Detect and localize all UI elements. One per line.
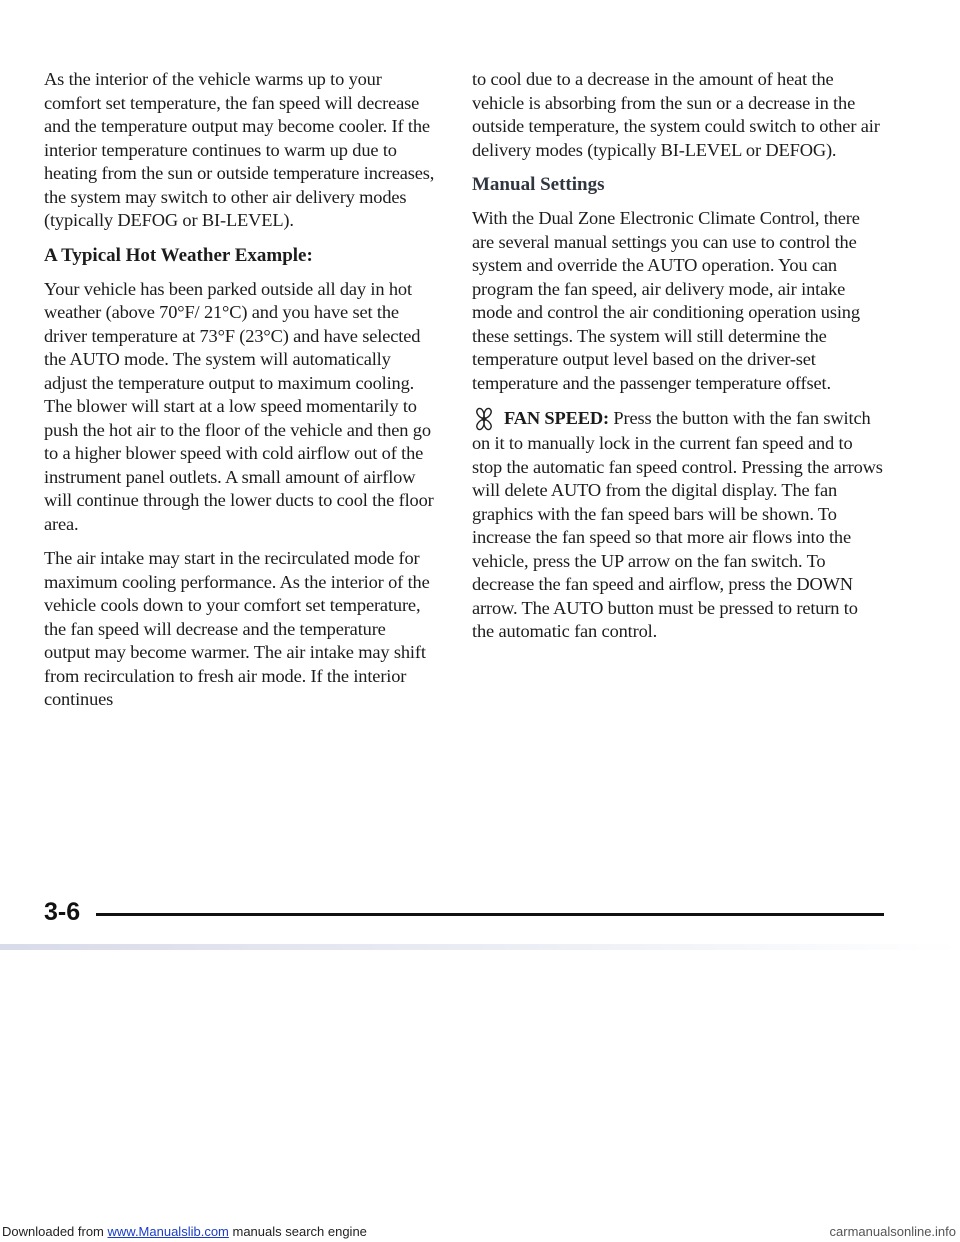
watermark-suffix: manuals search engine <box>228 1224 367 1239</box>
fan-icon <box>472 406 496 432</box>
left-paragraph-2: Your vehicle has been parked outside all day in hot weather (above 70°F/ 21°C) and you have set the driver temperature at 73°F (23°C) and have selected the AUTO mode. The system will automatically adjust the temperature output to maximum cooling. The blower will start at a low speed momentarily to push the hot air to the floor of the vehicle and then go to a higher blower speed with cold airflow out of the instrument panel outlets. A small amount of airflow will continue through the lower ducts to cool the floor area. <box>44 278 434 534</box>
left-paragraph-3: The air intake may start in the recirculated mode for maximum cooling performance. As the interior of the vehicle cools down to your comfort set temperature, the fan speed will decrease and the temperature output may become warmer. The air intake may shift from recirculation to fresh air mode. If the interior continues <box>44 548 430 709</box>
fan-speed-paragraph <box>472 406 884 644</box>
right-paragraph-1: to cool due to a decrease in the amount of heat the vehicle is absorbing from the sun or a decrease in the outside temperature, the system could switch to other air delivery modes (typically BI-LEVEL or DEFOG). <box>472 69 880 160</box>
scan-shadow-band <box>0 944 960 950</box>
footer-rule <box>96 913 884 916</box>
watermark-site-text: carmanualsonline.info <box>829 1224 956 1239</box>
left-paragraph-1: As the interior of the vehicle warms up to your comfort set temperature, the fan speed will decrease and the temperature output may become cooler. If the interior temperature continues to warm up due to heating from the sun or outside temperature increases, the system may switch to other air delivery modes (typically DEFOG or BI-LEVEL). <box>44 69 435 230</box>
watermark-prefix: Downloaded from <box>2 1224 108 1239</box>
page-footer <box>44 897 884 937</box>
fan-speed-label: FAN SPEED: <box>504 408 609 428</box>
page-number: 3-6 <box>44 898 81 926</box>
right-paragraph-2: With the Dual Zone Electronic Climate Control, there are several manual settings you can use to control the system and override the AUTO operation. You can program the fan speed, air delivery mode, air intake mode and control the air conditioning operation using these settings. The system will still determine the temperature output level based on the driver-set temperature and the passenger temperature offset. <box>472 208 860 393</box>
manualslib-link[interactable]: www.Manualslib.com <box>107 1224 229 1239</box>
watermark-download-text <box>2 1222 367 1242</box>
right-column <box>472 68 884 655</box>
fan-speed-text: Press the button with the fan switch on it to manually lock in the current fan speed and to stop the automatic fan speed control. Pressing the arrows will delete AUTO from the digital display. The fan graphics with the fan speed bars will be shown. To increase the fan speed so that more air flows into the vehicle, press the UP arrow on the fan switch. To decrease the fan speed and airflow, press the DOWN arrow. The AUTO button must be pressed to return to the automatic fan control. <box>472 408 883 641</box>
left-column <box>44 68 436 723</box>
watermark-bar <box>0 1222 960 1242</box>
hot-weather-heading: A Typical Hot Weather Example: <box>44 244 313 266</box>
manual-settings-heading: Manual Settings <box>472 174 605 195</box>
